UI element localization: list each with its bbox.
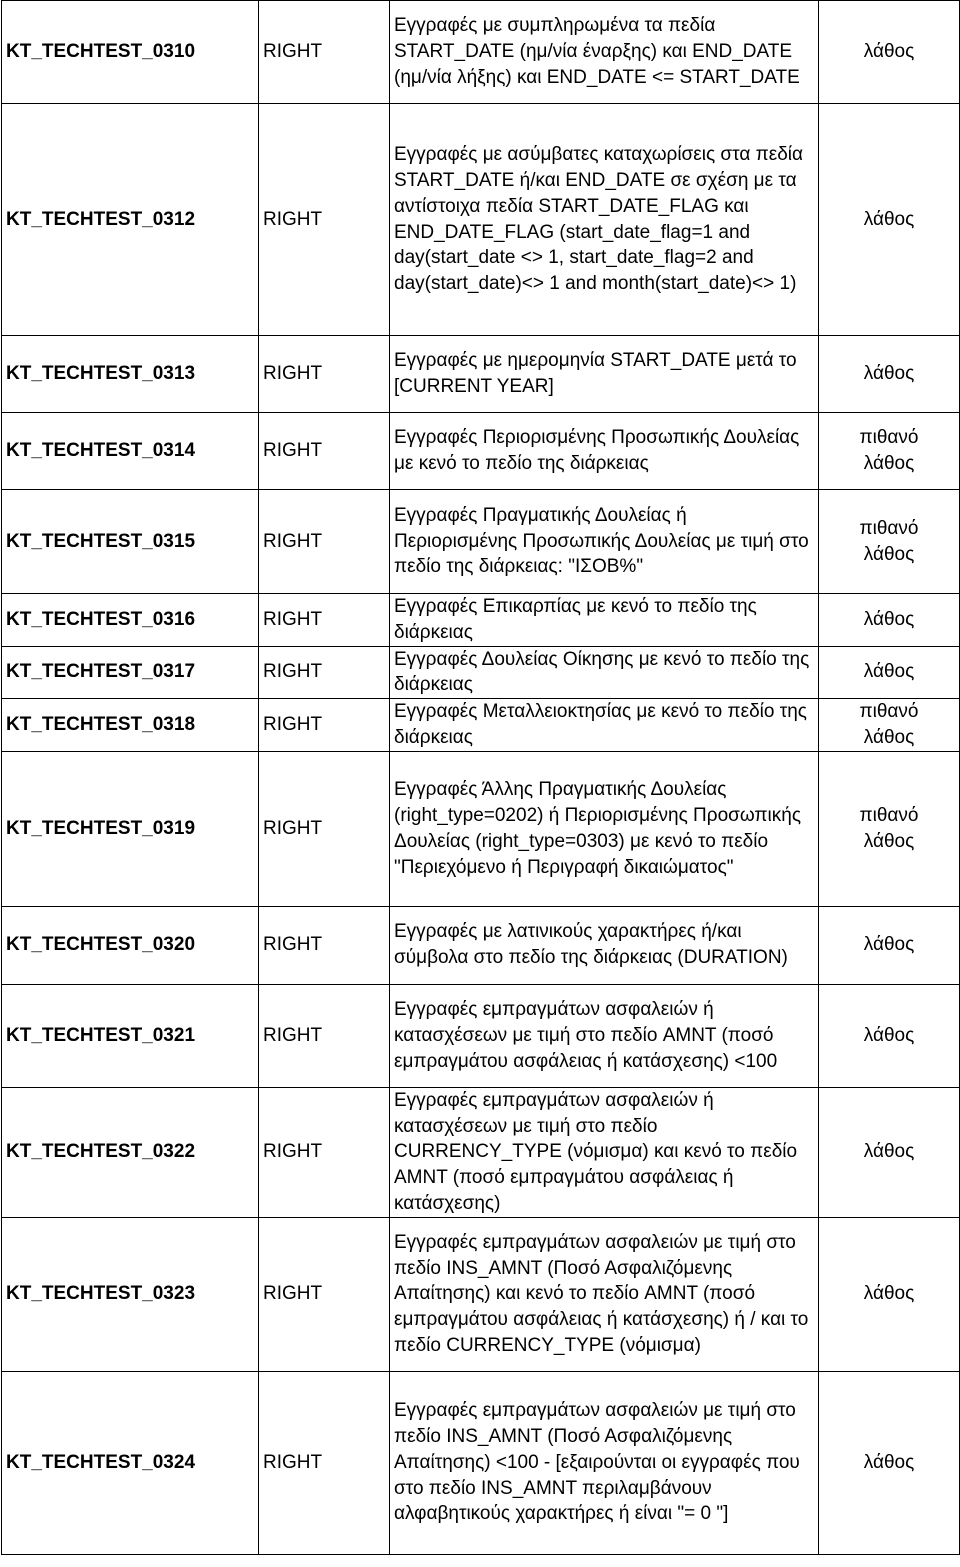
test-description-cell: Εγγραφές Δουλείας Οίκησης με κενό το πεδίο της διάρκειας [390,646,819,699]
test-description-cell: Εγγραφές εμπραγμάτων ασφαλειών ή κατασχέσεων με τιμή στο πεδίο AMNT (ποσό εμπραγμάτου ασφάλειας ή κατάσχεσης) <100 [390,984,819,1087]
test-result-cell [819,751,960,906]
result-label: λάθος [863,543,915,565]
result-label: λάθος [863,661,915,683]
result-label: λάθος [863,1024,915,1046]
result-label: λάθος [863,934,915,956]
test-description-cell: Εγγραφές εμπραγμάτων ασφαλειών ή κατασχέσεων με τιμή στο πεδίο CURRENCY_TYPE (νόμισμα) και κενό το πεδίο AMNT (ποσό εμπραγμάτου ασφάλειας ή κατάσχεσης) [390,1087,819,1217]
result-label: πιθανό [859,804,919,826]
test-description-cell: Εγγραφές Επικαρπίας με κενό το πεδίο της διάρκειας [390,594,819,647]
result-label: πιθανό [859,701,919,723]
test-result-cell [819,1217,960,1371]
test-code-cell: KT_TECHTEST_0313 [2,336,259,413]
result-label: λάθος [863,830,915,852]
test-result-cell [819,104,960,336]
test-description-cell: Εγγραφές Άλλης Πραγματικής Δουλείας (right_type=0202) ή Περιορισμένης Προσωπικής Δουλείας (right_type=0303) με κενό το πεδίο "Περιεχόμενο ή Περιγραφή δικαιώματος" [390,751,819,906]
technical-checks-table [1,0,960,1555]
test-description-cell: Εγγραφές Πραγματικής Δουλείας ή Περιορισμένης Προσωπικής Δουλείας με τιμή στο πεδίο της διάρκειας: "ΙΣΟΒ%" [390,490,819,594]
test-code-cell: KT_TECHTEST_0322 [2,1087,259,1217]
result-label: λάθος [863,1451,915,1473]
test-code-cell: KT_TECHTEST_0321 [2,984,259,1087]
table-row [2,1,960,104]
table-row [2,490,960,594]
result-label: λάθος [863,1283,915,1305]
test-description-cell: Εγγραφές με συμπληρωμένα τα πεδία START_DATE (ημ/νία έναρξης) και END_DATE (ημ/νία λήξης) και END_DATE <= START_DATE [390,1,819,104]
test-result-cell [819,1,960,104]
test-code-cell: KT_TECHTEST_0319 [2,751,259,906]
result-label: πιθανό [859,427,919,449]
test-result-cell [819,1371,960,1554]
test-description-cell: Εγγραφές εμπραγμάτων ασφαλειών με τιμή στο πεδίο INS_AMNT (Ποσό Ασφαλιζόμενης Απαίτησης) και κενό το πεδίο AMNT (ποσό εμπραγμάτου ασφάλειας ή κατάσχεσης) ή / και το πεδίο CURRENCY_TYPE (νόμισμα) [390,1217,819,1371]
result-label: λάθος [863,1141,915,1163]
test-type-cell: RIGHT [259,104,390,336]
table-row [2,984,960,1087]
result-label: λάθος [863,608,915,630]
test-description-cell: Εγγραφές Μεταλλειοκτησίας με κενό το πεδίο της διάρκειας [390,699,819,752]
test-type-cell: RIGHT [259,1217,390,1371]
test-type-cell: RIGHT [259,646,390,699]
test-result-cell [819,413,960,490]
test-result-cell [819,594,960,647]
test-result-cell [819,490,960,594]
test-type-cell: RIGHT [259,413,390,490]
test-type-cell: RIGHT [259,1371,390,1554]
test-description-cell: Εγγραφές Περιορισμένης Προσωπικής Δουλείας με κενό το πεδίο της διάρκειας [390,413,819,490]
test-type-cell: RIGHT [259,594,390,647]
test-type-cell: RIGHT [259,906,390,984]
test-result-cell [819,906,960,984]
table-row [2,906,960,984]
test-type-cell: RIGHT [259,751,390,906]
test-description-cell: Εγγραφές εμπραγμάτων ασφαλειών με τιμή στο πεδίο INS_AMNT (Ποσό Ασφαλιζόμενης Απαίτησης) <100 - [εξαιρούνται οι εγγραφές που στο πεδίο INS_AMNT περιλαμβάνουν αλφαβητικούς χαρακτήρες ή είναι "= 0 "] [390,1371,819,1554]
test-type-cell: RIGHT [259,1087,390,1217]
result-label: πιθανό [859,517,919,539]
test-result-cell [819,336,960,413]
test-code-cell: KT_TECHTEST_0310 [2,1,259,104]
result-label: λάθος [863,208,915,230]
result-label: λάθος [863,41,915,63]
test-type-cell: RIGHT [259,1,390,104]
result-label: λάθος [863,726,915,748]
test-code-cell: KT_TECHTEST_0324 [2,1371,259,1554]
test-code-cell: KT_TECHTEST_0323 [2,1217,259,1371]
table-row [2,699,960,752]
test-description-cell: Εγγραφές με λατινικούς χαρακτήρες ή/και σύμβολα στο πεδίο της διάρκειας (DURATION) [390,906,819,984]
test-code-cell: KT_TECHTEST_0312 [2,104,259,336]
test-code-cell: KT_TECHTEST_0316 [2,594,259,647]
table-row [2,336,960,413]
result-label: λάθος [863,453,915,474]
table-body [2,1,960,1555]
table-row [2,751,960,906]
test-type-cell: RIGHT [259,984,390,1087]
test-type-cell: RIGHT [259,336,390,413]
test-description-cell: Εγγραφές με ημερομηνία START_DATE μετά το [CURRENT YEAR] [390,336,819,413]
test-result-cell [819,984,960,1087]
table-row [2,1371,960,1554]
result-label: λάθος [863,363,915,385]
test-type-cell: RIGHT [259,490,390,594]
test-result-cell [819,699,960,752]
table-row [2,104,960,336]
table-row [2,646,960,699]
test-code-cell: KT_TECHTEST_0317 [2,646,259,699]
test-code-cell: KT_TECHTEST_0314 [2,413,259,490]
test-code-cell: KT_TECHTEST_0315 [2,490,259,594]
table-row [2,1087,960,1217]
table-row [2,1217,960,1371]
table-row [2,594,960,647]
test-code-cell: KT_TECHTEST_0318 [2,699,259,752]
test-type-cell: RIGHT [259,699,390,752]
test-result-cell [819,1087,960,1217]
test-code-cell: KT_TECHTEST_0320 [2,906,259,984]
test-description-cell: Εγγραφές με ασύμβατες καταχωρίσεις στα πεδία START_DATE ή/και END_DATE σε σχέση με τα αντίστοιχα πεδία START_DATE_FLAG και END_DATE_FLAG (start_date_flag=1 and day(start_date <> 1, start_date_flag=2 and day(start_date)<> 1 and month(start_date)<> 1) [390,104,819,336]
table-row [2,413,960,490]
test-result-cell [819,646,960,699]
